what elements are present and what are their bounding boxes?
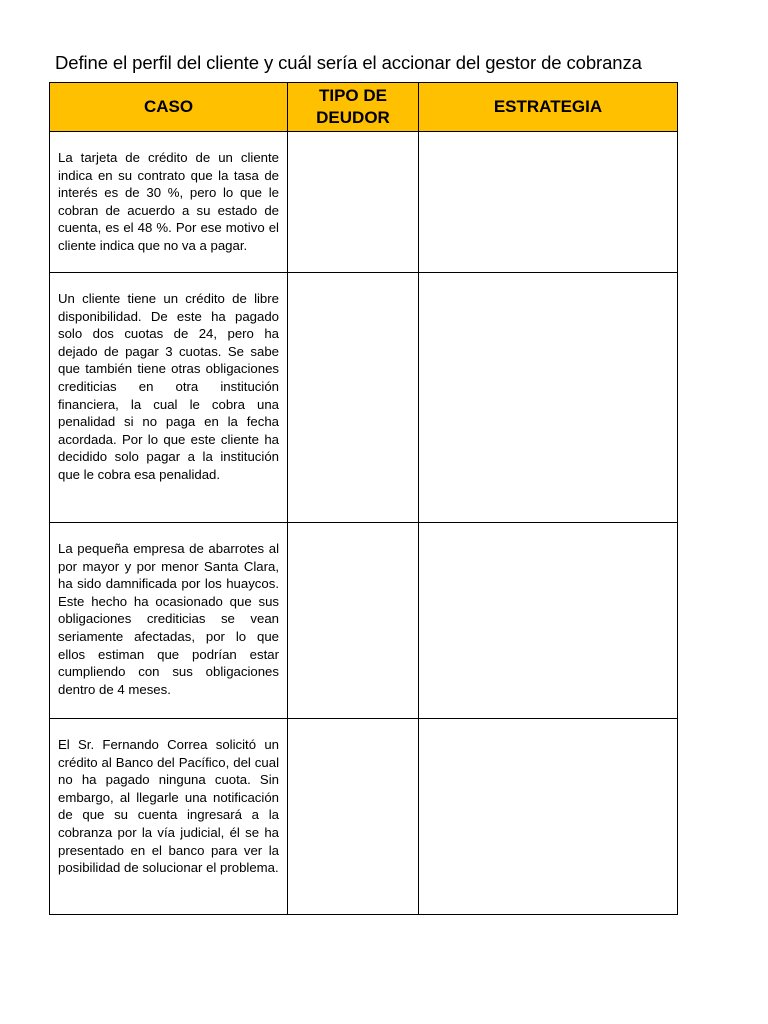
column-header-tipo-de-deudor: TIPO DE DEUDOR [288,83,419,132]
table-row [50,132,678,273]
estrategia-cell[interactable] [419,273,678,523]
page-title: Define el perfil del cliente y cuál sería el accionar del gestor de cobranza [55,52,642,73]
tipo-de-deudor-cell[interactable] [288,132,419,273]
table-header-row [50,83,678,132]
column-header-estrategia: ESTRATEGIA [419,83,678,132]
table-row [50,523,678,719]
table-row [50,719,678,915]
case-description: La tarjeta de crédito de un cliente indica en su contrato que la tasa de interés es de 30 %, pero lo que le cobran de acuerdo a su estado de cuenta, es el 48 %. Por ese motivo el cliente indica que no va a pagar. [50,132,288,273]
estrategia-cell[interactable] [419,719,678,915]
column-header-caso: CASO [50,83,288,132]
tipo-de-deudor-cell[interactable] [288,719,419,915]
table-row [50,273,678,523]
case-description: Un cliente tiene un crédito de libre disponibilidad. De este ha pagado solo dos cuotas de 24, pero ha dejado de pagar 3 cuotas. Se sabe que también tiene otras obligaciones crediticias en otra institución financiera, la cual le cobra una penalidad si no paga en la fecha acordada. Por lo que este cliente ha decidido solo pagar a la institución que le cobra esa penalidad. [50,273,288,523]
case-table [49,82,678,915]
tipo-de-deudor-cell[interactable] [288,273,419,523]
case-description: El Sr. Fernando Correa solicitó un crédito al Banco del Pacífico, del cual no ha pagado ninguna cuota. Sin embargo, al llegarle una notificación de que su cuenta ingresará a la cobranza por la vía judicial, él se ha presentado en el banco para ver la posibilidad de solucionar el problema. [50,719,288,915]
case-description: La pequeña empresa de abarrotes al por mayor y por menor Santa Clara, ha sido damnificada por los huaycos. Este hecho ha ocasionado que sus obligaciones crediticias se vean seriamente afectadas, por lo que ellos estiman que podrían estar cumpliendo con sus obligaciones dentro de 4 meses. [50,523,288,719]
tipo-de-deudor-cell[interactable] [288,523,419,719]
estrategia-cell[interactable] [419,132,678,273]
estrategia-cell[interactable] [419,523,678,719]
